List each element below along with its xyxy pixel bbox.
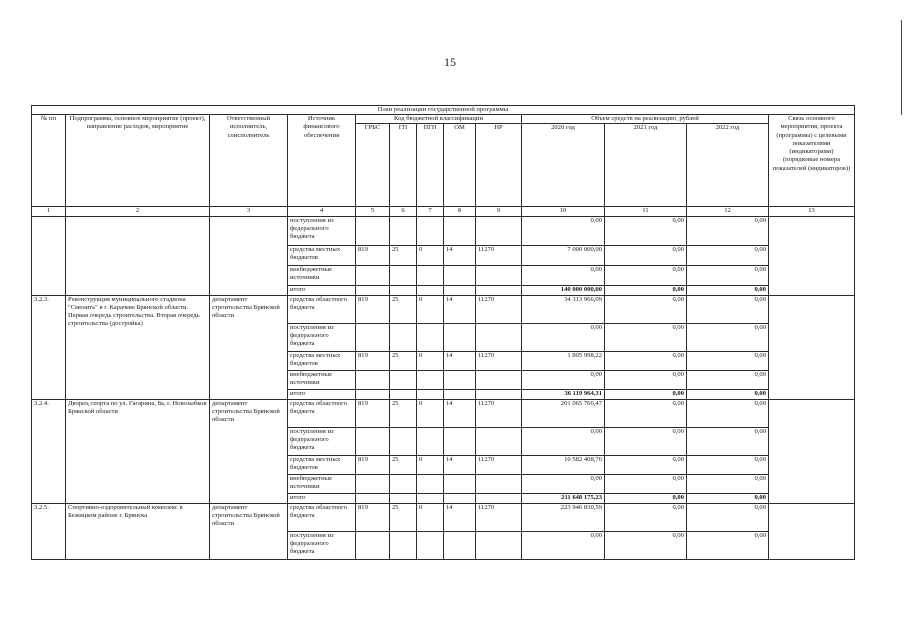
row-2021: 0,00 — [605, 399, 687, 427]
row-np: 11270 — [476, 503, 522, 531]
row-2021: 0,00 — [605, 455, 687, 474]
row-grbs — [356, 323, 390, 351]
row-source: внебюджетные источники — [288, 265, 356, 285]
row-num: 3.2.5. — [32, 503, 66, 559]
row-2021: 0,00 — [605, 493, 687, 503]
program-plan-table-wrapper — [31, 105, 855, 560]
row-om: 14 — [444, 295, 476, 323]
col-number: 11 — [605, 207, 687, 216]
row-2020: 0,00 — [522, 216, 605, 245]
row-2022: 0,00 — [687, 455, 769, 474]
row-pgp — [417, 389, 444, 399]
row-source: средства областного бюджета — [288, 503, 356, 531]
header-pgp: ПГП — [417, 124, 444, 207]
row-source: средства местных бюджетов — [288, 245, 356, 265]
page-number: 15 — [444, 55, 456, 69]
row-np — [476, 323, 522, 351]
row-source: поступления из федерального бюджета — [288, 427, 356, 455]
row-grbs — [356, 389, 390, 399]
header-gp: ГП — [390, 124, 417, 207]
row-2020: 0,00 — [522, 370, 605, 389]
row-gp — [390, 265, 417, 285]
row-om — [444, 531, 476, 559]
row-2022: 0,00 — [687, 389, 769, 399]
row-np — [476, 474, 522, 493]
table-row — [32, 399, 855, 427]
row-responsible: департамент строительства Брянской области — [210, 503, 288, 559]
row-grbs: 819 — [356, 503, 390, 531]
row-om: 14 — [444, 503, 476, 531]
row-np — [476, 493, 522, 503]
row-num — [32, 216, 66, 295]
row-gp — [390, 493, 417, 503]
row-gp — [390, 531, 417, 559]
row-np — [476, 427, 522, 455]
row-np: 11270 — [476, 295, 522, 323]
row-2020: 211 648 175,23 — [522, 493, 605, 503]
col-number: 6 — [390, 207, 417, 216]
row-om — [444, 493, 476, 503]
row-source: поступления из федерального бюджета — [288, 323, 356, 351]
table-row — [32, 503, 855, 531]
row-2022: 0,00 — [687, 427, 769, 455]
row-np: 11270 — [476, 351, 522, 370]
row-grbs — [356, 427, 390, 455]
row-om — [444, 285, 476, 295]
header-link: Связь основного мероприятия, проекта (программы) с целевыми показателями (индикаторами) (порядковые номера показателей (индикаторов)) — [769, 115, 855, 207]
row-2021: 0,00 — [605, 323, 687, 351]
col-number: 12 — [687, 207, 769, 216]
row-2022: 0,00 — [687, 265, 769, 285]
row-2021: 0,00 — [605, 531, 687, 559]
row-2020: 0,00 — [522, 531, 605, 559]
row-pgp — [417, 531, 444, 559]
row-2020: 140 000 000,00 — [522, 285, 605, 295]
row-om — [444, 427, 476, 455]
row-gp: 25 — [390, 351, 417, 370]
row-pgp — [417, 474, 444, 493]
row-om — [444, 323, 476, 351]
row-num: 3.2.3. — [32, 295, 66, 399]
col-number: 4 — [288, 207, 356, 216]
row-np — [476, 531, 522, 559]
header-budget-code: Код бюджетной классификации — [356, 115, 522, 124]
row-source: внебюджетные источники — [288, 370, 356, 389]
row-om: 14 — [444, 399, 476, 427]
row-gp: 25 — [390, 455, 417, 474]
row-2022: 0,00 — [687, 295, 769, 323]
col-number: 7 — [417, 207, 444, 216]
header-2021: 2021 год — [605, 124, 687, 207]
row-responsible — [210, 216, 288, 295]
col-number: 3 — [210, 207, 288, 216]
row-2021: 0,00 — [605, 389, 687, 399]
row-2022: 0,00 — [687, 503, 769, 531]
row-grbs: 819 — [356, 455, 390, 474]
row-om — [444, 265, 476, 285]
row-2021: 0,00 — [605, 370, 687, 389]
row-2021: 0,00 — [605, 503, 687, 531]
row-2020: 0,00 — [522, 265, 605, 285]
row-2022: 0,00 — [687, 323, 769, 351]
row-gp — [390, 216, 417, 245]
col-number: 5 — [356, 207, 390, 216]
row-gp: 25 — [390, 295, 417, 323]
row-2021: 0,00 — [605, 265, 687, 285]
row-np: 11270 — [476, 245, 522, 265]
row-2020: 36 119 964,31 — [522, 389, 605, 399]
row-np — [476, 389, 522, 399]
row-source: средства областного бюджета — [288, 295, 356, 323]
header-responsible: Ответственный исполнитель, соисполнитель — [210, 115, 288, 207]
col-number: 1 — [32, 207, 66, 216]
header-num: № пп — [32, 115, 66, 207]
row-gp: 25 — [390, 503, 417, 531]
header-np: НР — [476, 124, 522, 207]
header-2020: 2020 год — [522, 124, 605, 207]
row-pgp: 0 — [417, 295, 444, 323]
scan-edge-line — [901, 20, 902, 115]
row-pgp — [417, 285, 444, 295]
row-pgp — [417, 427, 444, 455]
row-np: 11270 — [476, 455, 522, 474]
row-pgp — [417, 370, 444, 389]
row-2022: 0,00 — [687, 245, 769, 265]
row-2022: 0,00 — [687, 370, 769, 389]
row-2020: 34 313 966,09 — [522, 295, 605, 323]
header-name: Подпрограмма, основное мероприятие (проект), направление расходов, мероприятие — [66, 115, 210, 207]
row-source: поступления из федерального бюджета — [288, 531, 356, 559]
row-gp — [390, 323, 417, 351]
row-np — [476, 216, 522, 245]
row-pgp: 0 — [417, 455, 444, 474]
row-grbs: 819 — [356, 399, 390, 427]
col-number: 10 — [522, 207, 605, 216]
row-link — [769, 295, 855, 399]
row-source: итого — [288, 493, 356, 503]
row-link — [769, 399, 855, 503]
row-grbs — [356, 531, 390, 559]
row-2022: 0,00 — [687, 351, 769, 370]
row-responsible: департамент строительства Брянской области — [210, 399, 288, 503]
row-gp: 25 — [390, 399, 417, 427]
row-2021: 0,00 — [605, 427, 687, 455]
row-2021: 0,00 — [605, 351, 687, 370]
col-number: 9 — [476, 207, 522, 216]
row-np — [476, 370, 522, 389]
program-plan-table — [31, 105, 855, 560]
row-om: 14 — [444, 351, 476, 370]
row-grbs — [356, 493, 390, 503]
row-2021: 0,00 — [605, 285, 687, 295]
row-pgp — [417, 493, 444, 503]
row-om — [444, 216, 476, 245]
col-number: 8 — [444, 207, 476, 216]
row-gp — [390, 370, 417, 389]
row-grbs: 819 — [356, 295, 390, 323]
row-2021: 0,00 — [605, 295, 687, 323]
row-2020: 10 582 408,76 — [522, 455, 605, 474]
row-source: средства местных бюджетов — [288, 455, 356, 474]
row-pgp: 0 — [417, 351, 444, 370]
row-name: Дворец спорта по ул. Гагарина, 8а, г. Новозыбков Брянской области — [66, 399, 210, 503]
row-2022: 0,00 — [687, 399, 769, 427]
row-grbs — [356, 265, 390, 285]
row-2020: 223 946 830,59 — [522, 503, 605, 531]
table-row — [32, 216, 855, 245]
header-source: Источник финансового обеспечения — [288, 115, 356, 207]
row-om: 14 — [444, 455, 476, 474]
header-2022: 2022 год — [687, 124, 769, 207]
row-np — [476, 285, 522, 295]
row-grbs: 819 — [356, 351, 390, 370]
table-title: План реализации государственной программы — [32, 106, 855, 115]
row-source: поступления из федерального бюджета — [288, 216, 356, 245]
row-grbs — [356, 474, 390, 493]
row-link — [769, 503, 855, 559]
header-funds: Объем средств на реализацию, рублей — [522, 115, 769, 124]
row-np: 11270 — [476, 399, 522, 427]
row-2021: 0,00 — [605, 474, 687, 493]
row-responsible: департамент строительства Брянской области — [210, 295, 288, 399]
row-gp — [390, 389, 417, 399]
row-np — [476, 265, 522, 285]
col-number: 13 — [769, 207, 855, 216]
row-2020: 201 065 766,47 — [522, 399, 605, 427]
header-grbs: ГРБС — [356, 124, 390, 207]
row-gp — [390, 474, 417, 493]
row-pgp — [417, 216, 444, 245]
row-pgp — [417, 265, 444, 285]
row-gp: 25 — [390, 245, 417, 265]
row-name: Реконструкция муниципального стадиона "Сменить" в г. Карачеве Брянской области. Первая очередь строительства. Вторая очередь строительства (достройка) — [66, 295, 210, 399]
row-om — [444, 474, 476, 493]
row-2020: 7 000 000,00 — [522, 245, 605, 265]
header-om: ОМ — [444, 124, 476, 207]
row-om: 14 — [444, 245, 476, 265]
row-grbs — [356, 285, 390, 295]
row-2020: 0,00 — [522, 474, 605, 493]
row-grbs — [356, 216, 390, 245]
row-2021: 0,00 — [605, 216, 687, 245]
row-pgp — [417, 323, 444, 351]
row-source: итого — [288, 389, 356, 399]
row-pgp: 0 — [417, 245, 444, 265]
row-2021: 0,00 — [605, 245, 687, 265]
row-pgp: 0 — [417, 399, 444, 427]
row-source: средства областного бюджета — [288, 399, 356, 427]
row-2022: 0,00 — [687, 531, 769, 559]
row-source: итого — [288, 285, 356, 295]
row-name — [66, 216, 210, 295]
row-om — [444, 389, 476, 399]
row-link — [769, 216, 855, 295]
row-grbs — [356, 370, 390, 389]
row-2022: 0,00 — [687, 493, 769, 503]
row-2022: 0,00 — [687, 216, 769, 245]
row-2022: 0,00 — [687, 474, 769, 493]
row-gp — [390, 285, 417, 295]
col-number: 2 — [66, 207, 210, 216]
row-source: внебюджетные источники — [288, 474, 356, 493]
table-row — [32, 295, 855, 323]
row-om — [444, 370, 476, 389]
row-num: 3.2.4. — [32, 399, 66, 503]
row-2020: 1 805 998,22 — [522, 351, 605, 370]
row-2020: 0,00 — [522, 323, 605, 351]
row-pgp: 0 — [417, 503, 444, 531]
row-grbs: 819 — [356, 245, 390, 265]
row-source: средства местных бюджетов — [288, 351, 356, 370]
row-gp — [390, 427, 417, 455]
row-2020: 0,00 — [522, 427, 605, 455]
row-name: Спортивно-оздоровительный комплекс в Бежицком районе г. Брянска — [66, 503, 210, 559]
row-2022: 0,00 — [687, 285, 769, 295]
